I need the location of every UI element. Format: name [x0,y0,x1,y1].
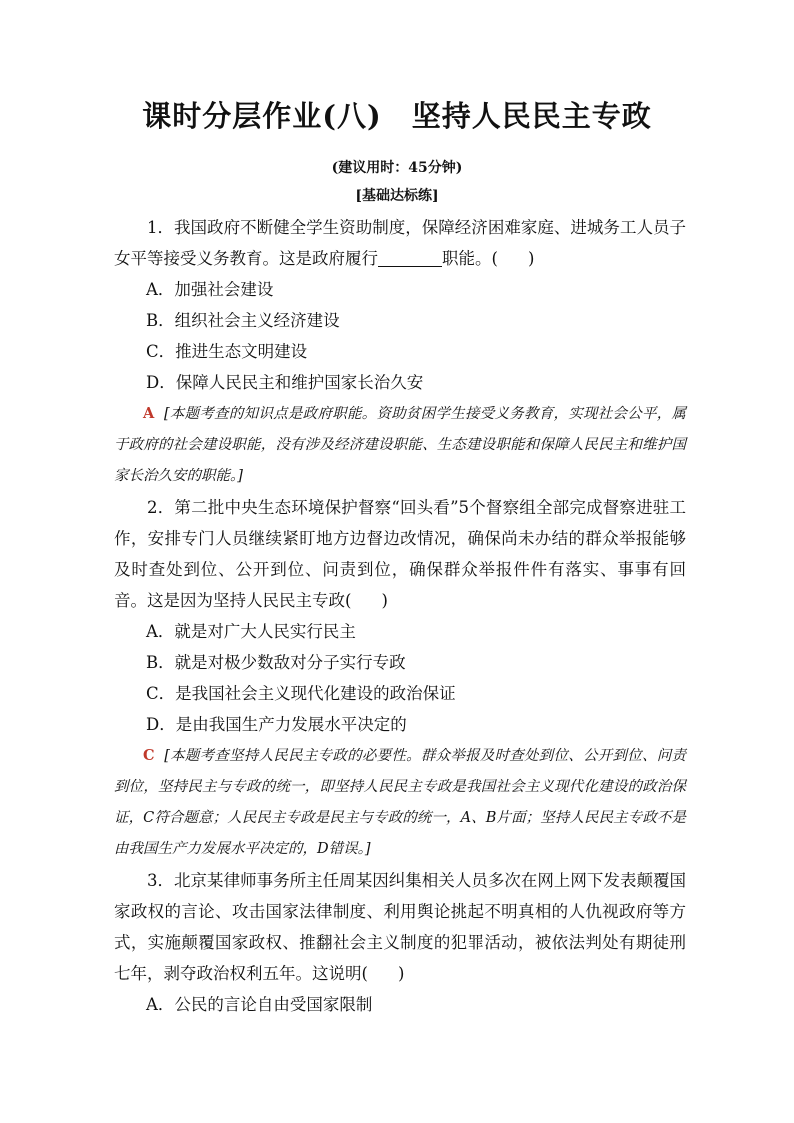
answer-blank [378,250,442,267]
page-title [0,94,794,135]
question-2-answer-letter: C [143,747,155,764]
question-1-close: ) [527,249,535,268]
question-3-stem [114,865,686,989]
question-2-option-c: C．是我国社会主义现代化建设的政治保证 [146,684,456,703]
question-2-stem [114,492,686,616]
question-1-option-b: B．组织社会主义经济建设 [146,311,340,330]
question-2-answer [114,740,686,865]
question-2-close: ) [381,591,388,610]
question-2-text: 2．第二批中央生态环境保护督察“回头看”5个督察组全部完成督察进驻工作，安排专门人员继续紧盯地方边督边改情况，确保尚未办结的群众举报能够及时查处到位、公开到位、问责到位，确保群众举报件件有落实、事事有回音。这是因为坚持人民民主专政( [114,498,686,610]
question-1-option-a: A．加强社会建设 [146,280,274,299]
suggested-time: (建议用时：45分钟) [331,160,463,176]
question-1-stem [114,212,686,274]
question-1-option-c: C．推进生态文明建设 [146,342,308,361]
question-2-explanation: [本题考查坚持人民民主专政的必要性。群众举报及时查处到位、公开到位、问责到位，坚持民主与专政的统一，即坚持人民民主专政是我国社会主义现代化建设的政治保证，C符合题意；人民民主专政是民主与专政的统一，A、B片面；坚持人民民主专政不是由我国生产力发展水平决定的，D错误。] [114,748,687,857]
question-3-close: ) [397,964,405,983]
question-2-option-b: B．就是对极少数敌对分子实行专政 [146,653,406,672]
question-1-text: 1．我国政府不断健全学生资助制度，保障经济困难家庭、进城务工人员子女平等接受义务教育。这是政府履行 [114,218,686,268]
section-heading: [基础达标练] [355,188,439,204]
question-1-answer-letter: A [143,405,155,422]
question-3-text: 3．北京某律师事务所主任周某因纠集相关人员多次在网上网下发表颠覆国家政权的言论、攻击国家法律制度、利用舆论挑起不明真相的人仇视政府等方式，实施颠覆国家政权、推翻社会主义制度的犯罪活动，被依法判处有期徒刑七年，剥夺政治权利五年。这说明( [114,871,686,983]
question-1-option-d: D．保障人民民主和维护国家长治久安 [146,373,424,392]
question-3-option-a: A．公民的言论自由受国家限制 [146,995,373,1014]
question-1-explanation: [本题考查的知识点是政府职能。资助贫困学生接受义务教育，实现社会公平，属于政府的社会建设职能，没有涉及经济建设职能、生态建设职能和保障人民民主和维护国家长治久安的职能。] [114,406,687,484]
title-part-2: 坚持人民民主专政 [411,99,652,133]
question-2-option-a: A．就是对广大人民实行民主 [146,622,356,641]
question-1-text-after: 职能。( [442,249,498,268]
question-list [114,212,686,1020]
question-1-answer [114,398,686,492]
title-part-1: 课时分层作业(八) [142,99,382,133]
question-2-option-d: D．是由我国生产力发展水平决定的 [146,715,407,734]
